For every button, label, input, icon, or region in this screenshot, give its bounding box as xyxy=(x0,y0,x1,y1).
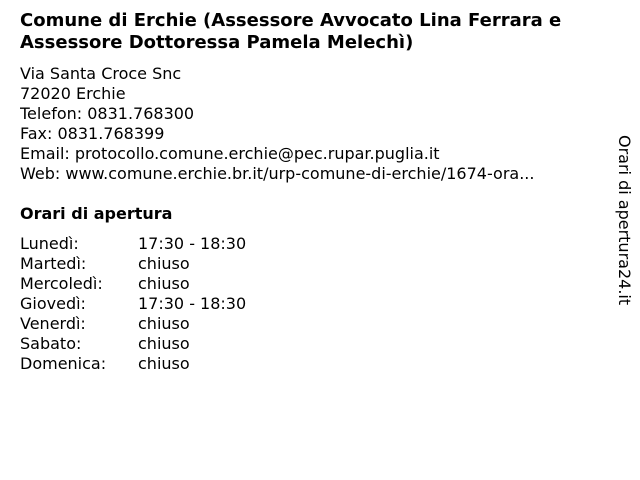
opening-hours-heading: Orari di apertura xyxy=(20,204,173,223)
time-value: 17:30 - 18:30 xyxy=(138,234,247,253)
day-label: Martedì: xyxy=(20,254,87,273)
time-value: chiuso xyxy=(138,274,190,293)
day-label: Lunedì: xyxy=(20,234,79,253)
phone-number[interactable]: Telefon: 0831.768300 xyxy=(20,104,195,123)
day-label: Domenica: xyxy=(20,354,107,373)
day-label: Venerdì: xyxy=(20,314,86,333)
watermark-text: Orari di apertura24.it xyxy=(615,135,634,306)
time-value: 17:30 - 18:30 xyxy=(138,294,247,313)
day-label: Giovedì: xyxy=(20,294,86,313)
time-value: chiuso xyxy=(138,254,190,273)
address-city: 72020 Erchie xyxy=(20,84,126,103)
time-value: chiuso xyxy=(138,334,190,353)
contact-block xyxy=(20,64,610,184)
time-value: chiuso xyxy=(138,314,190,333)
day-label: Mercoledì: xyxy=(20,274,103,293)
website-link[interactable]: Web: www.comune.erchie.br.it/urp-comune-di-erchie/1674-ora... xyxy=(20,164,535,183)
time-value: chiuso xyxy=(138,354,190,373)
email-address[interactable]: Email: protocollo.comune.erchie@pec.rupar.puglia.it xyxy=(20,144,440,163)
site-watermark xyxy=(612,135,636,311)
business-title: Comune di Erchie (Assessore Avvocato Lina Ferrara e Assessore Dottoressa Pamela Melechì) xyxy=(20,10,562,53)
fax-number: Fax: 0831.768399 xyxy=(20,124,165,143)
address-street: Via Santa Croce Snc xyxy=(20,64,182,83)
day-label: Sabato: xyxy=(20,334,82,353)
